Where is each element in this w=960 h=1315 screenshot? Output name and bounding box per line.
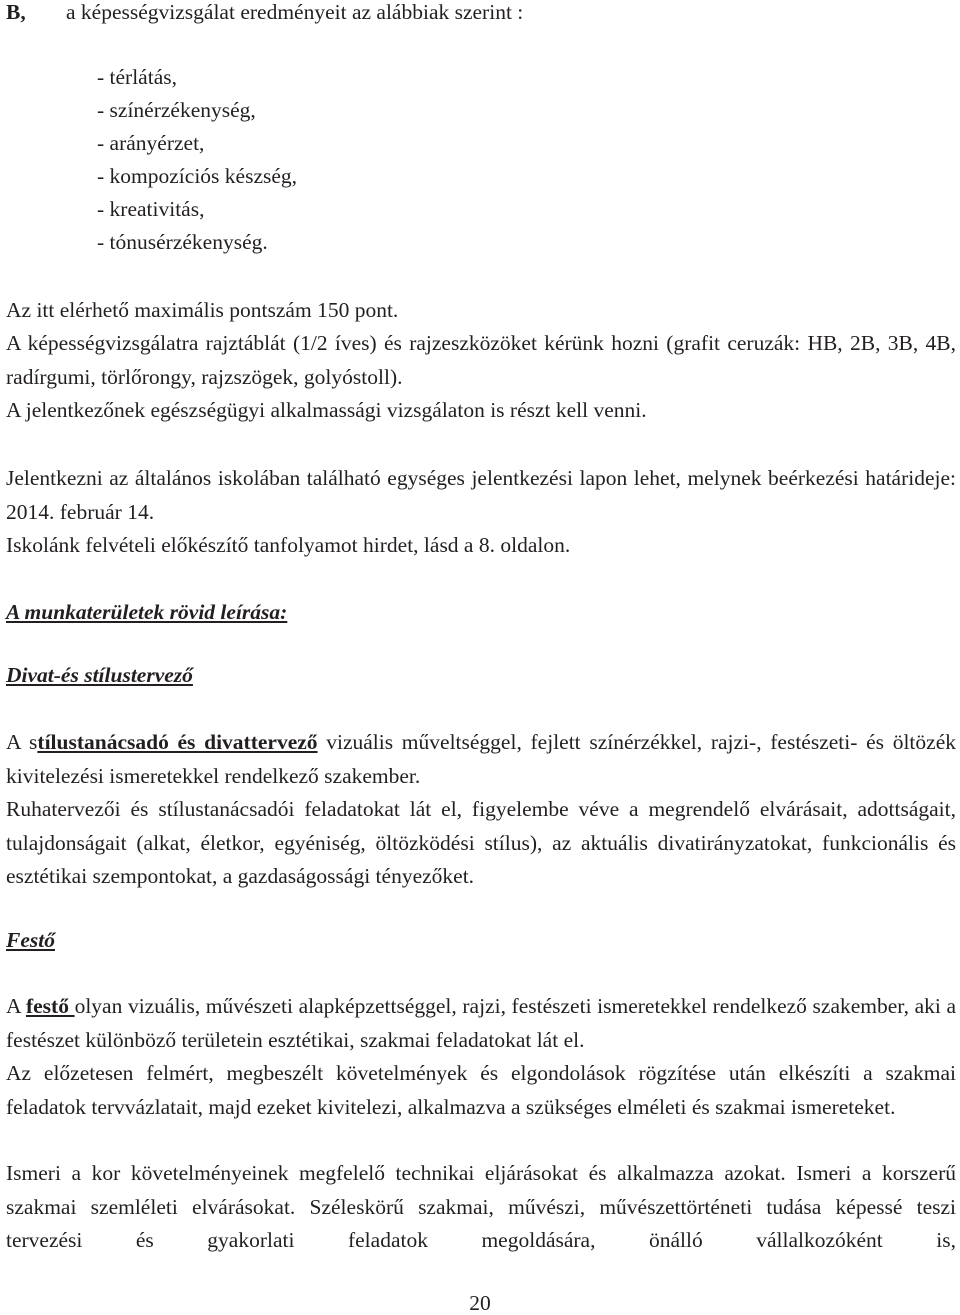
divat-paragraph-2: Ruhatervezői és stílustanácsadói feladatokat lát el, figyelembe véve a megrendelő elvárásait, adottságait, tulajdonságait (alkat, életkor, egyéniség, öltözködési stílus), az aktuális divatirányzatokat, funkcionális és esztétikai szempontokat, a gazdaságossági tényezőket.: [6, 797, 956, 888]
section-b-intro-line: [6, 0, 956, 25]
health-text: A jelentkezőnek egészségügyi alkalmassági vizsgálaton is részt kell venni.: [6, 398, 647, 422]
divat-title: Divat-és stílustervező: [6, 663, 193, 687]
list-item: - színérzékenység,: [97, 98, 256, 122]
ability-list: [97, 61, 297, 259]
festo-paragraph-3: Ismeri a kor követelményeinek megfelelő technikai eljárásokat és alkalmazza azokat. Ismeri a korszerű szakmai szemléleti elvárásokat. Széleskörű szakmai, művészi, művészettörténeti tudása képessé teszi tervezési és gyakorlati feladatok megoldására, önálló vállalkozóként is,: [6, 1161, 956, 1252]
festo-p1-rest: olyan vizuális, művészeti alapképzettséggel, rajzi, festészeti ismeretekkel rendelkező szakember, aki a festészet különböző területein esztétikai, szakmai feladatokat lát el.: [6, 994, 956, 1052]
festo-title: Festő: [6, 928, 55, 952]
festo-paragraph-2: Az előzetesen felmért, megbeszélt követelmények és elgondolások rögzítése után elkészíti a szakmai feladatok tervvázlatait, majd ezeket kivitelezi, alkalmazva a szükséges elméleti és szakmai ismereteket.: [6, 1061, 956, 1119]
divat-p1-bold: tílustanácsadó és divattervező: [37, 730, 318, 754]
work-areas-heading: A munkaterületek rövid leírása:: [6, 600, 288, 624]
festo-paragraph-1: [6, 990, 956, 1057]
list-item: - tónusérzékenység.: [97, 230, 268, 254]
list-item: - arányérzet,: [97, 131, 205, 155]
divat-p1-rest: vizuális műveltséggel, fejlett színérzékkel, rajzi-, festészeti- és öltözék kivitelezési ismeretekkel rendelkező szakember.: [6, 730, 956, 788]
application-text: Jelentkezni az általános iskolában található egységes jelentkezési lapon lehet, melynek beérkezési határideje: 2014. február 14.: [6, 466, 956, 524]
festo-p1-start: A: [6, 994, 26, 1018]
divat-paragraph-1: [6, 726, 956, 793]
prep-course-text: Iskolánk felvételi előkészítő tanfolyamot hirdet, lásd a 8. oldalon.: [6, 533, 571, 557]
max-points-text: Az itt elérhető maximális pontszám 150 pont.: [6, 298, 399, 322]
tools-text: A képességvizsgálatra rajztáblát (1/2 íves) és rajzeszközöket kérünk hozni (grafit ceruzák: HB, 2B, 3B, 4B, radírgumi, törlőrongy, rajzszögek, golyóstoll).: [6, 331, 956, 389]
list-item: - kompozíciós készség,: [97, 164, 298, 188]
section-intro: a képességvizsgálat eredményeit az alábbiak szerint :: [66, 0, 524, 24]
page-number: 20: [469, 1291, 491, 1315]
divat-p1-start: A s: [6, 730, 38, 754]
section-label: B,: [6, 0, 26, 24]
festo-p1-bold: festő: [25, 994, 75, 1018]
list-item: - térlátás,: [97, 65, 177, 89]
list-item: - kreativitás,: [97, 197, 205, 221]
